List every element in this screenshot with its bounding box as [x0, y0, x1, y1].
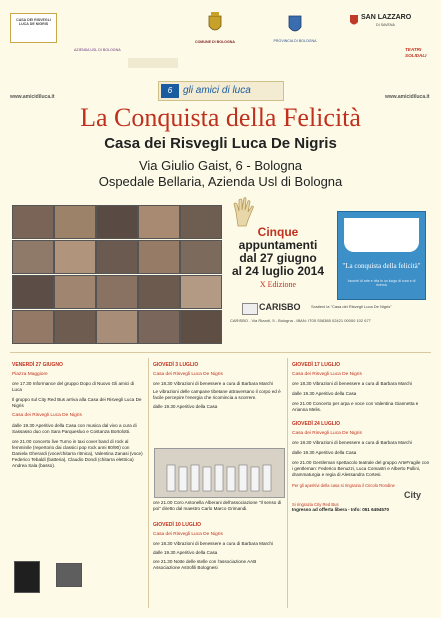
column-2	[153, 362, 283, 410]
face-photo	[54, 310, 96, 344]
url-left[interactable]: www.amicidiluca.it	[10, 94, 55, 100]
col2-para: ore 18.30 Vibrazioni di benessere a cura di Barbara Marchi	[153, 381, 273, 386]
col3-footer-3: Ingresso ad offerta libera - Info: 051 6494570	[292, 507, 390, 513]
sponsor-name: CARISBO	[259, 302, 301, 312]
col2-para: Le vibrazioni delle campane tibetane attraversano il corpo ed è facile percepire l'energia che ricomincia a scorrere.	[153, 389, 281, 400]
book-sub: Incontri di arte e vita in un luogo di cura e di ricerca	[347, 279, 416, 288]
face-photo	[180, 205, 222, 239]
comune-crest-icon	[207, 12, 223, 36]
col1-photo	[56, 563, 82, 587]
col3-para: dalle 19.30 Aperitivo della Casa	[292, 391, 357, 396]
col3-para: ore 21.00 Gentleman spettacolo teatrale del gruppo ArteFragile con i gentleman: Federico Benuzzi, Luca Comastri e Alberto Pullini, drammaturgia e regia di Alessandra Cortesi.	[292, 460, 430, 477]
col3-footer-1: Per gli aperitivi della casa si ringrazia il Circolo Rondine	[292, 483, 395, 488]
face-photo	[138, 275, 180, 309]
azienda-usl-text: AZIENDA USL DI BOLOGNA	[74, 48, 121, 52]
face-photo	[54, 240, 96, 274]
face-photo	[138, 205, 180, 239]
event-cinque: Cinque	[257, 225, 299, 239]
sanlazzaro-crest-icon	[349, 14, 359, 28]
face-photo	[12, 240, 54, 274]
reggio-logo	[128, 58, 178, 68]
col2-para: dalle 19.30 Aperitivo della Casa	[153, 550, 218, 555]
col1-head: VENERDÌ 27 GIUGNO	[12, 362, 63, 368]
book-title: "La conquista della felicità"	[342, 262, 421, 270]
face-photo	[138, 310, 180, 344]
comune-label: COMUNE DI BOLOGNA	[195, 40, 235, 44]
book-cover	[337, 211, 426, 300]
city-logo: City	[404, 490, 422, 501]
subtitle: Casa dei Risvegli Luca De Nigris	[104, 135, 337, 152]
column-2b	[153, 522, 283, 571]
event-edition: X Edizione	[259, 280, 297, 289]
column-3	[292, 362, 430, 513]
col3-para: ore 18.30 Vibrazioni di benessere a cura di Barbara Marchi	[292, 440, 412, 445]
col2-venue: Casa dei Risvegli Luca De Nigris	[153, 372, 223, 377]
face-photo	[138, 240, 180, 274]
face-photo	[96, 240, 138, 274]
brand-mark: 6	[161, 84, 179, 98]
photo-grid	[12, 205, 222, 347]
casa-risvegli-logo	[10, 13, 57, 43]
col1-venue: Piazza Maggiore	[12, 372, 48, 377]
col2-venue2: Casa dei Risvegli Luca De Nigris	[153, 532, 223, 537]
azienda-usl-logo	[74, 48, 129, 66]
sponsor-iban: CARISBO - Via Rizzoli, 5 - Bologna - IBAN: IT05 S06385 02421 00000 102 677	[230, 318, 371, 323]
choir-figures	[155, 449, 284, 497]
face-photo	[96, 310, 138, 344]
face-photo	[180, 275, 222, 309]
carisbo-logo	[242, 303, 258, 315]
face-photo	[96, 205, 138, 239]
col3-para: ore 18.30 Vibrazioni di benessere a cura di Barbara Marchi	[292, 381, 412, 386]
column-divider	[148, 358, 149, 608]
col1-venue2: Casa dei Risvegli Luca De Nigris	[12, 413, 82, 418]
book-curtain	[344, 218, 419, 252]
provincia-label: PROVINCIA DI BOLOGNA	[273, 39, 317, 43]
face-photo	[12, 275, 54, 309]
address-line-1: Via Giulio Gaist, 6 - Bologna	[138, 158, 303, 173]
col2-para: ore 21.30 Notte delle stelle con l'associazione AAB Associazione Astrofili Bolognesi	[153, 559, 257, 570]
col1-para: dalle 19.30 Aperitivo della Casa con musica dal vivo a cura di Sassasso duo con Sara Parquesluo e Costanza Bortolotti.	[12, 423, 137, 434]
sponsor-note: Sostieni la "Casa dei Risvegli Luca De Nigris"	[311, 304, 392, 309]
face-photo	[12, 310, 54, 344]
col2-head2: GIOVEDÌ 10 LUGLIO	[153, 522, 202, 528]
col2-head: GIOVEDÌ 3 LUGLIO	[153, 362, 199, 368]
col1-photo	[14, 561, 40, 593]
col1-para: ore 17.30 Informance del gruppo Dopo di Nuovo Gli amici di Luca	[12, 381, 135, 392]
face-photo	[54, 205, 96, 239]
face-photo	[180, 240, 222, 274]
section-divider	[10, 352, 431, 353]
address-line-2: Ospedale Bellaria, Azienda Usl di Bologna	[98, 174, 343, 189]
col1-para: ore 21.00 concerto live Turno in taxi cover band di rock al femminile (repertorio dai classici pop rock anni 80/90) con Daniela Gherardi (voce/chitarra ritmica), Valentina Zanasi (voce) Federico Tebaldi (batteria), Claudio Dondi (chitarra elettrica) Andrea Sala (basso).	[12, 439, 143, 468]
hand-icon	[230, 196, 258, 228]
event-dates-1: dal 27 giugno	[239, 251, 317, 265]
col3-para: ore 21.00 Concerto per arpa e voce con Valentina Giannetta e Arianna Melis.	[292, 401, 419, 412]
face-photo	[12, 205, 54, 239]
brand-logo	[158, 81, 284, 101]
col3-footer-row	[292, 490, 430, 508]
sanlazzaro-label: SAN LAZZARO	[361, 14, 412, 21]
col3-head: GIOVEDÌ 17 LUGLIO	[292, 362, 341, 368]
col3-para: dalle 19.30 Aperitivo della Casa	[292, 450, 357, 455]
event-appuntamenti: appuntamenti	[238, 238, 318, 252]
address	[0, 158, 441, 190]
face-photo	[54, 275, 96, 309]
col3-venue2: Casa dei Risvegli Luca De Nigris	[292, 431, 362, 436]
page-title: La Conquista della Felicità	[80, 103, 361, 132]
column-1	[12, 362, 144, 469]
choir-photo	[154, 448, 285, 498]
face-photo	[180, 310, 222, 344]
casa-risvegli-logo-text: CASA DEI RISVEGLI LUCA DE NIGRIS	[16, 18, 51, 27]
col3-head2: GIOVEDÌ 24 LUGLIO	[292, 421, 341, 427]
teatri-solidali-logo: TEATRI SOLIDALI	[405, 47, 427, 58]
column-divider	[287, 358, 288, 608]
provincia-crest-icon	[288, 14, 302, 36]
face-photo	[96, 275, 138, 309]
event-dates-2: al 24 luglio 2014	[231, 264, 325, 278]
col2-para: ore 18.30 Vibrazioni di benessere a cura di Barbara Marchi	[153, 541, 273, 546]
col1-para: Il gruppo sul City Red Bus arriva alla Casa dei Risvegli Luca De Nigris	[12, 397, 142, 408]
col3-venue: Casa dei Risvegli Luca De Nigris	[292, 372, 362, 377]
col2-para: dalle 19.30 Aperitivo della Casa	[153, 404, 218, 409]
event-info	[224, 226, 332, 292]
brand-text: gli amici di luca	[183, 85, 251, 96]
sanlazzaro-sub: DI SAVENA	[376, 23, 395, 27]
col3-footer-2: Si ringrazia City Red Bus	[292, 502, 339, 508]
col2-caption: ore 21.00 Coro Antonella Alberani dell'associazione "Il senso di poi" diretto dal maestro Carlo Marco Grimandi.	[153, 500, 282, 511]
url-right[interactable]: www.amicidiluca.it	[385, 94, 430, 100]
